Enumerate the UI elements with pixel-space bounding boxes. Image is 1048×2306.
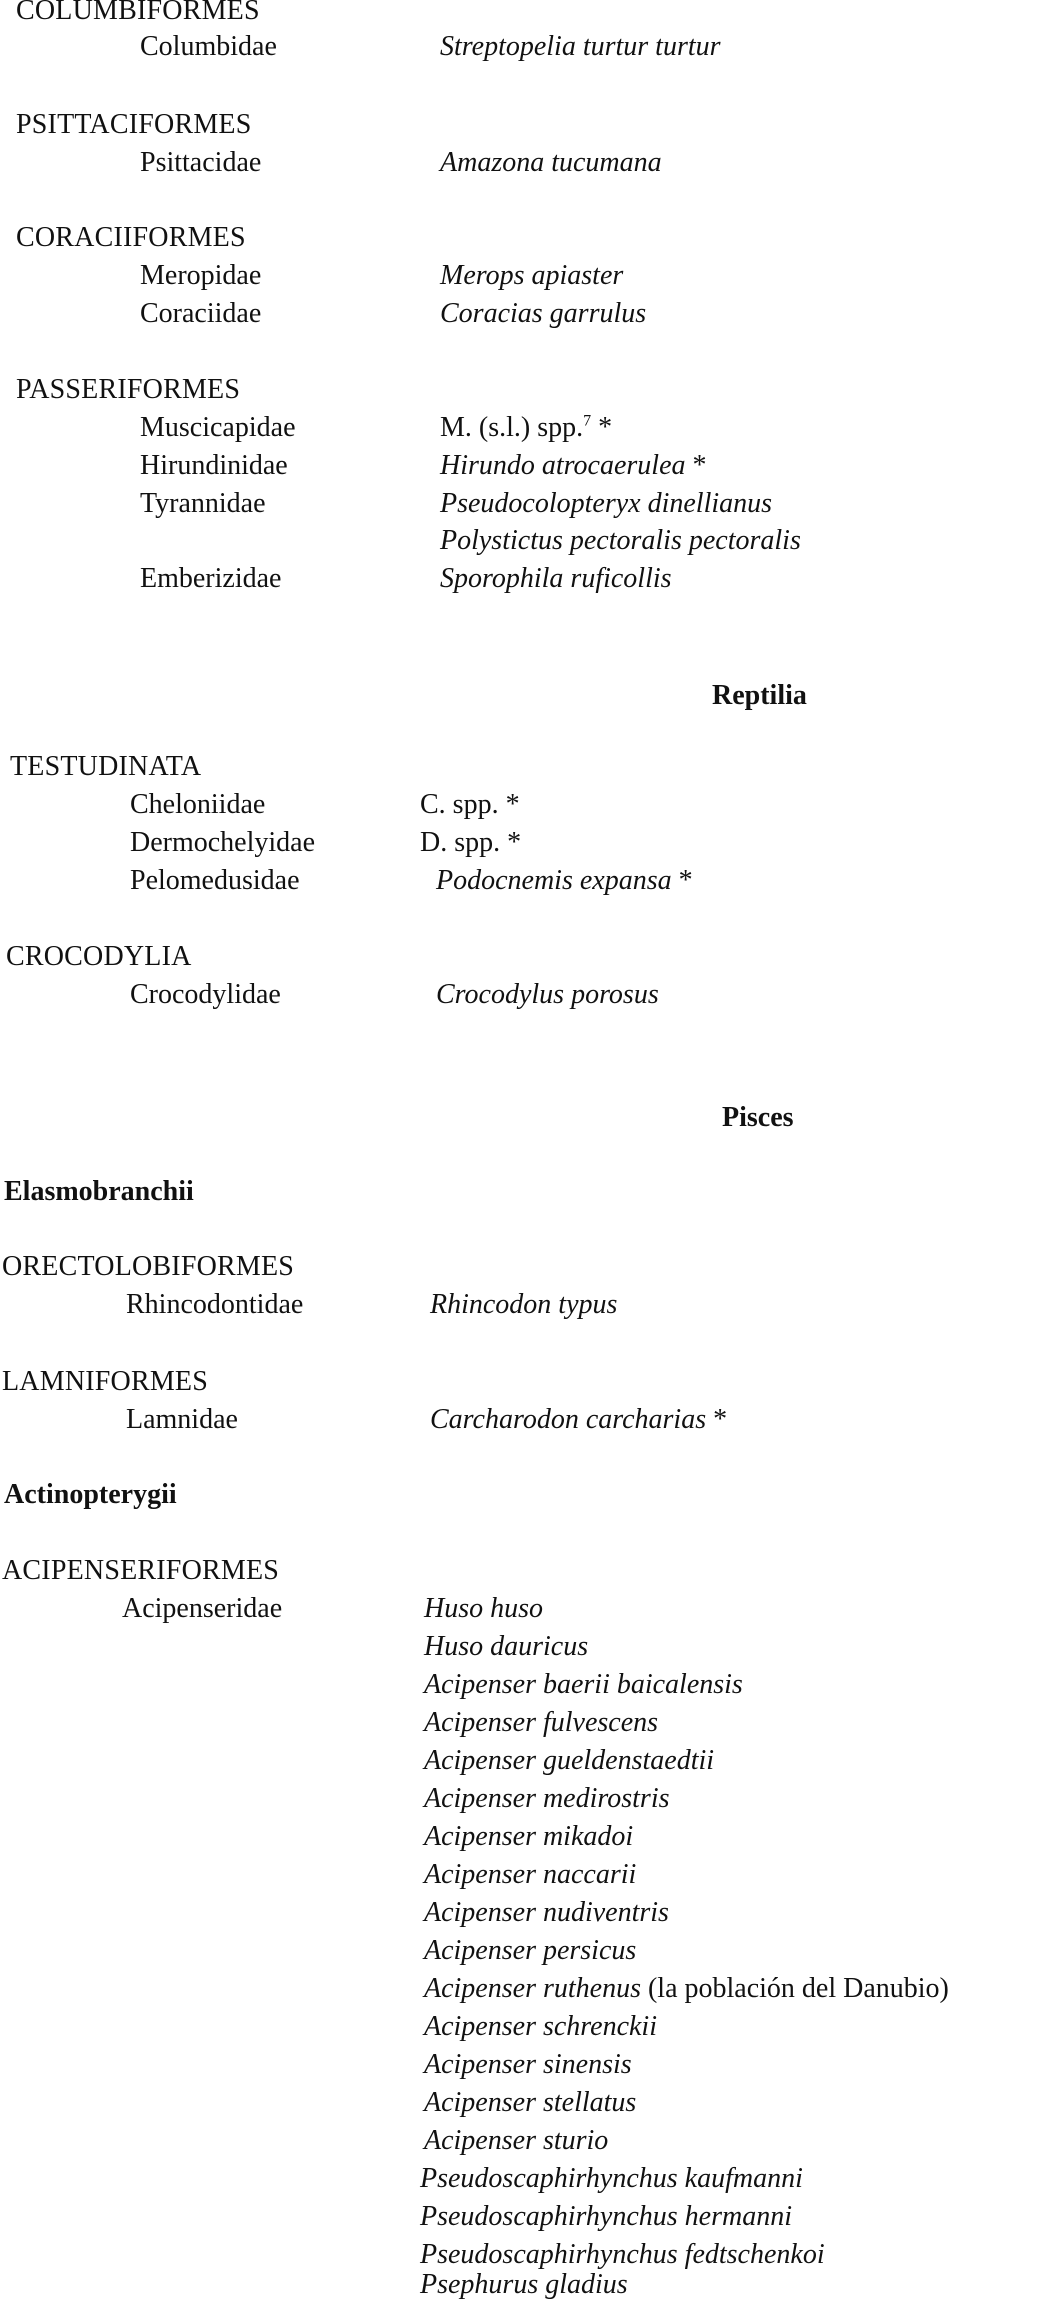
species-crocodylus: Crocodylus porosus xyxy=(436,979,659,1010)
family-coraciidae: Coraciidae xyxy=(140,298,262,329)
order-passeriformes: PASSERIFORMES xyxy=(16,374,241,405)
species-podocnemis xyxy=(436,864,693,898)
species-rhincodon: Rhincodon typus xyxy=(430,1289,618,1320)
footnote-7: 7 xyxy=(583,412,592,430)
family-acipenseridae: Acipenseridae xyxy=(122,1593,283,1624)
species-acipenser-baerii: Acipenser baerii baicalensis xyxy=(424,1669,743,1700)
species-acipenser-fulvescens: Acipenser fulvescens xyxy=(424,1707,659,1738)
section-pisces: Pisces xyxy=(722,1102,794,1133)
species-acipenser-schrenckii: Acipenser schrenckii xyxy=(424,2011,657,2042)
order-coraciiformes: CORACIIFORMES xyxy=(16,222,246,253)
hirundo-name: Hirundo atrocaerulea xyxy=(440,450,686,481)
species-carcharodon xyxy=(430,1403,727,1437)
species-pseudoscaphirhynchus-kaufmanni: Pseudoscaphirhynchus kaufmanni xyxy=(420,2163,803,2194)
species-psephurus-gladius: Psephurus gladius xyxy=(420,2269,628,2300)
species-hirundo xyxy=(440,449,707,483)
family-pelomedusidae: Pelomedusidae xyxy=(130,865,300,896)
species-acipenser-sinensis: Acipenser sinensis xyxy=(424,2049,632,2080)
section-reptilia: Reptilia xyxy=(712,680,807,711)
family-rhincodontidae: Rhincodontidae xyxy=(126,1289,304,1320)
species-acipenser-gueldenstaedtii: Acipenser gueldenstaedtii xyxy=(424,1745,715,1776)
family-cheloniidae: Cheloniidae xyxy=(130,789,266,820)
asterisk-mark: * xyxy=(671,865,693,896)
family-tyrannidae: Tyrannidae xyxy=(140,488,266,519)
asterisk-mark: * xyxy=(706,1404,728,1435)
family-meropidae: Meropidae xyxy=(140,260,262,291)
family-lamnidae: Lamnidae xyxy=(126,1404,238,1435)
species-sporophila: Sporophila ruficollis xyxy=(440,563,672,594)
family-muscicapidae: Muscicapidae xyxy=(140,412,296,443)
carcharodon-name: Carcharodon carcharias xyxy=(430,1404,707,1435)
species-streptopelia: Streptopelia turtur turtur xyxy=(440,31,721,62)
ruthenus-note: (la población del Danubio) xyxy=(640,1973,949,2004)
order-psittaciformes: PSITTACIFORMES xyxy=(16,109,252,140)
muscicapidae-spp-text: M. (s.l.) spp. xyxy=(440,412,584,443)
species-pseudoscaphirhynchus-hermanni: Pseudoscaphirhynchus hermanni xyxy=(420,2201,792,2232)
species-huso-huso: Huso huso xyxy=(424,1593,544,1624)
family-columbidae: Columbidae xyxy=(140,31,277,62)
ruthenus-name: Acipenser ruthenus xyxy=(424,1973,641,2004)
asterisk-mark: * xyxy=(685,450,707,481)
species-acipenser-nudiventris: Acipenser nudiventris xyxy=(424,1897,669,1928)
class-actinopterygii: Actinopterygii xyxy=(4,1479,177,1510)
podocnemis-name: Podocnemis expansa xyxy=(436,865,672,896)
species-coracias: Coracias garrulus xyxy=(440,298,647,329)
order-orectolobiformes: ORECTOLOBIFORMES xyxy=(2,1251,295,1282)
order-columbiformes: COLUMBIFORMES xyxy=(16,0,260,26)
species-huso-dauricus: Huso dauricus xyxy=(424,1631,589,1662)
species-c-spp: C. spp. * xyxy=(420,789,520,820)
species-merops: Merops apiaster xyxy=(440,260,624,291)
species-polystictus: Polystictus pectoralis pectoralis xyxy=(440,525,801,556)
family-hirundinidae: Hirundinidae xyxy=(140,450,288,481)
species-acipenser-mikadoi: Acipenser mikadoi xyxy=(424,1821,634,1852)
family-psittacidae: Psittacidae xyxy=(140,147,262,178)
order-testudinata: TESTUDINATA xyxy=(10,751,202,782)
species-pseudocolopteryx: Pseudocolopteryx dinellianus xyxy=(440,488,773,519)
species-acipenser-sturio: Acipenser sturio xyxy=(424,2125,609,2156)
species-muscicapidae-spp xyxy=(440,411,612,445)
family-crocodylidae: Crocodylidae xyxy=(130,979,281,1010)
family-dermochelyidae: Dermochelyidae xyxy=(130,827,316,858)
order-lamniformes: LAMNIFORMES xyxy=(2,1366,209,1397)
species-d-spp: D. spp. * xyxy=(420,827,522,858)
species-acipenser-medirostris: Acipenser medirostris xyxy=(424,1783,670,1814)
order-crocodylia: CROCODYLIA xyxy=(6,941,192,972)
species-acipenser-naccarii: Acipenser naccarii xyxy=(424,1859,637,1890)
order-acipenseriformes: ACIPENSERIFORMES xyxy=(2,1555,280,1586)
species-acipenser-ruthenus xyxy=(424,1972,949,2006)
species-acipenser-stellatus: Acipenser stellatus xyxy=(424,2087,637,2118)
family-emberizidae: Emberizidae xyxy=(140,563,282,594)
species-acipenser-persicus: Acipenser persicus xyxy=(424,1935,637,1966)
class-elasmobranchii: Elasmobranchii xyxy=(4,1176,194,1207)
asterisk-mark: * xyxy=(591,412,613,443)
species-pseudoscaphirhynchus-fedtschenkoi: Pseudoscaphirhynchus fedtschenkoi xyxy=(420,2239,825,2270)
species-amazona: Amazona tucumana xyxy=(440,147,662,178)
